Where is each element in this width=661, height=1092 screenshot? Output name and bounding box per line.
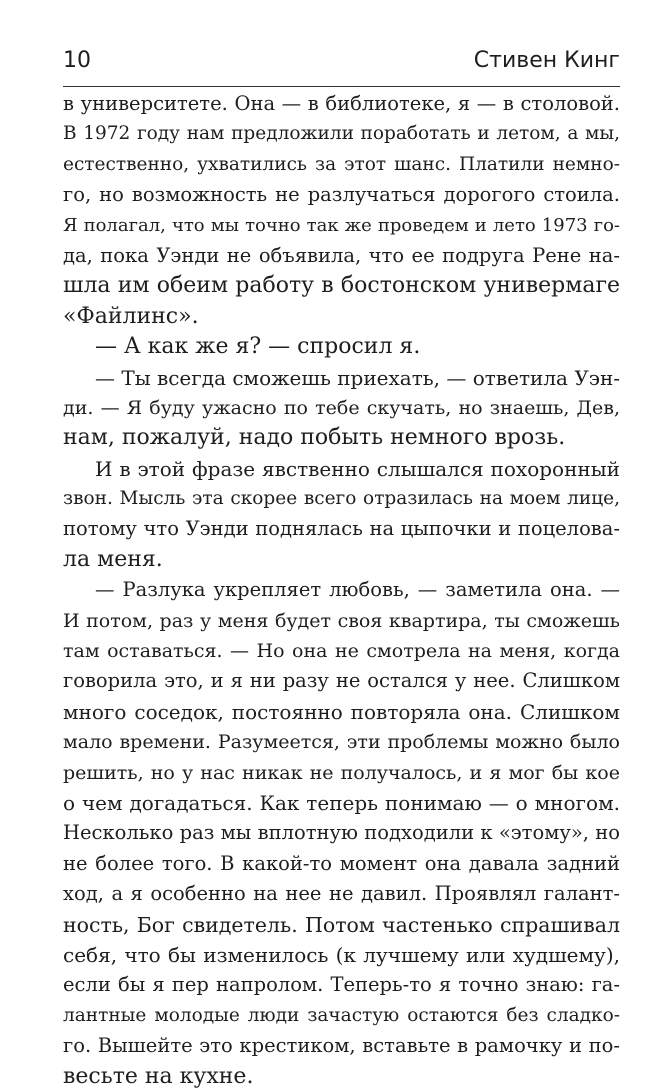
text-line: «Файлинс». bbox=[63, 303, 199, 329]
text-line: Несколько раз мы вплотную подходили к «этому», но bbox=[63, 821, 620, 845]
text-line: — А как же я? — спросил я. bbox=[95, 334, 421, 360]
text-line: да, пока Уэнди не объявила, что ее подруга Рене на- bbox=[63, 243, 620, 267]
text-line: го, но возможность не разлучаться дорогого стоила. bbox=[63, 183, 620, 207]
text-line: ход, а я особенно на нее не давил. Проявлял галант- bbox=[63, 882, 620, 906]
text-line: много соседок, постоянно повторяла она. Слишком bbox=[63, 699, 620, 724]
text-line: там оставаться. — Но она не смотрела на меня, когда bbox=[63, 640, 620, 663]
running-title: Стивен Кинг bbox=[473, 48, 620, 73]
text-line: о чем догадаться. Как теперь понимаю — о многом. bbox=[63, 790, 620, 815]
text-line: в университете. Она — в библиотеке, я — в столовой. bbox=[63, 92, 620, 115]
text-line: если бы я пер напролом. Теперь-то я точно знаю: га- bbox=[63, 973, 620, 997]
text-line: И потом, раз у меня будет своя квартира, ты сможешь bbox=[63, 609, 620, 632]
page-header bbox=[63, 44, 620, 78]
body-text bbox=[63, 89, 620, 1092]
text-line: го. Вышейте это крестиком, вставьте в рамочку и по- bbox=[63, 1034, 620, 1058]
text-line: звон. Мысль эта скорее всего отразилась на моем лице, bbox=[63, 488, 620, 510]
text-line: Я полагал, что мы точно так же проведем и лето 1973 го- bbox=[63, 214, 620, 236]
text-line: говорила это, и я ни разу не остался у нее. Слишком bbox=[63, 669, 620, 693]
text-line: не более того. В какой-то момент она давала задний bbox=[63, 851, 620, 875]
text-line: лантные молодые люди зачастую остаются без сладко- bbox=[63, 1004, 620, 1026]
text-line: — Ты всегда сможешь приехать, — ответила Уэн- bbox=[95, 365, 620, 390]
page-number: 10 bbox=[63, 48, 91, 73]
text-line: потому что Уэнди поднялась на цыпочки и поцелова- bbox=[63, 517, 620, 541]
text-line: мало времени. Разумеется, эти проблемы можно было bbox=[63, 731, 620, 754]
text-line: И в этой фразе явственно слышался похоронный bbox=[95, 456, 620, 481]
text-line: ди. — Я буду ужасно по тебе скучать, но знаешь, Дев, bbox=[63, 396, 620, 419]
header-rule bbox=[63, 86, 620, 87]
text-line: нам, пожалуй, надо побыть немного врозь. bbox=[63, 425, 566, 451]
text-line: В 1972 году нам предложили поработать и летом, а мы, bbox=[63, 123, 620, 145]
text-line: — Разлука укрепляет любовь, — заметила она. — bbox=[95, 578, 620, 602]
text-line: ность, Бог свидетель. Потом частенько спрашивал bbox=[63, 912, 620, 937]
text-line: ла меня. bbox=[63, 546, 163, 572]
text-line: решить, но у нас никак не получалось, и я мог бы кое bbox=[63, 761, 620, 784]
text-line: себя, что бы изменилось (к лучшему или худшему), bbox=[63, 942, 620, 967]
text-line: естественно, ухватились за этот шанс. Платили немно- bbox=[63, 153, 620, 175]
text-line: весьте на кухне. bbox=[63, 1063, 254, 1089]
text-line: шла им обеим работу в бостонском универмаге bbox=[63, 273, 620, 299]
